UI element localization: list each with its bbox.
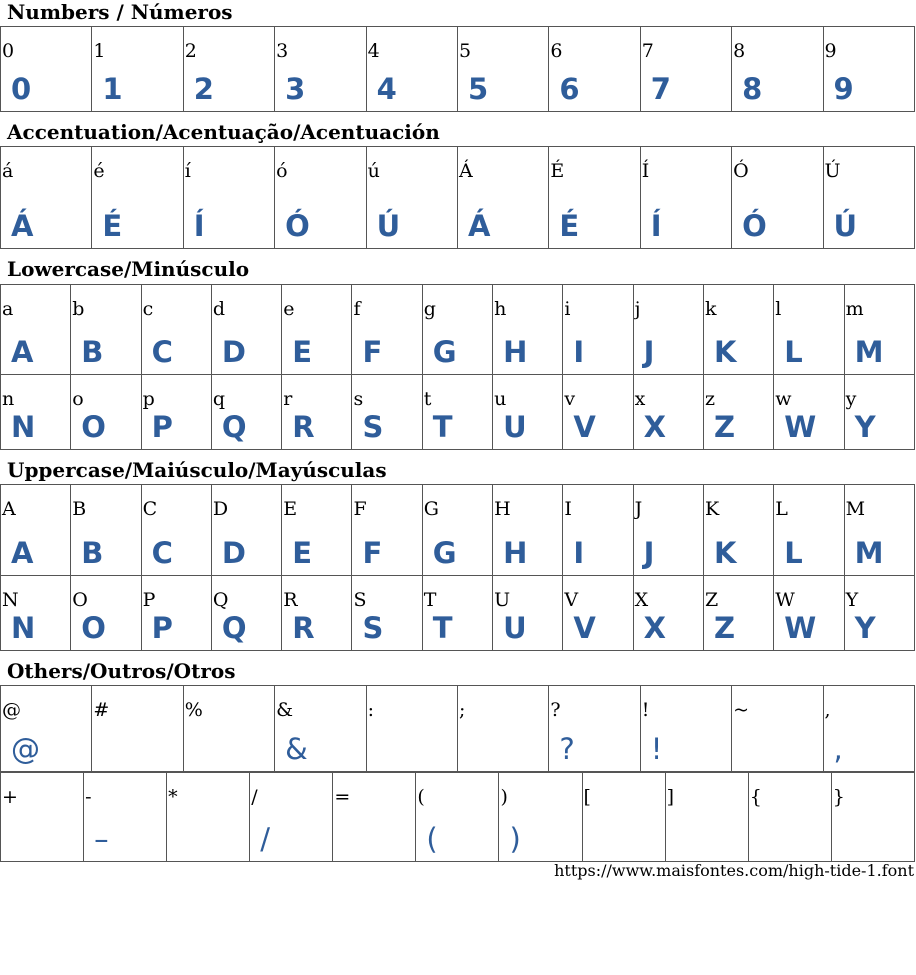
glyph-sample: M [854, 536, 884, 570]
char-label: w [775, 388, 792, 410]
other-cell [549, 686, 640, 772]
char-label: Q [212, 589, 229, 611]
char-label: ~ [733, 699, 750, 721]
glyph-sample: X [643, 611, 667, 645]
uppercase-cell [211, 485, 281, 576]
glyph-sample: A [11, 536, 34, 570]
char-label: a [2, 298, 14, 320]
number-cell [732, 27, 823, 112]
other-cell [333, 773, 416, 862]
char-label: N [2, 589, 19, 611]
accent-cell [457, 147, 548, 249]
char-label: + [2, 786, 18, 808]
lowercase-cell [563, 285, 633, 375]
uppercase-cell [563, 576, 633, 651]
section-title-others: Others/Outros/Otros [7, 659, 236, 683]
char-label: ó [276, 160, 288, 182]
lowercase-cell [71, 285, 141, 375]
glyph-sample: ? [559, 732, 575, 766]
char-label: s [353, 388, 364, 410]
uppercase-cell [844, 485, 914, 576]
glyph-sample: S [362, 611, 384, 645]
char-label: É [550, 160, 565, 182]
accents-grid [0, 146, 915, 249]
lowercase-cell [1, 285, 71, 375]
other-cell [831, 773, 914, 862]
glyph-sample: 6 [559, 72, 580, 106]
glyph-sample: Z [713, 410, 735, 444]
number-cell [823, 27, 914, 112]
accent-cell [640, 147, 731, 249]
glyph-sample: 9 [833, 72, 854, 106]
other-cell [416, 773, 499, 862]
char-label: } [832, 786, 845, 808]
uppercase-cell [71, 576, 141, 651]
glyph-sample: N [11, 611, 36, 645]
glyph-sample: W [784, 611, 817, 645]
others-grid-2 [0, 772, 915, 862]
uppercase-cell [563, 485, 633, 576]
section-title-numbers: Numbers / Números [7, 0, 233, 24]
glyph-sample: Í [193, 209, 205, 243]
glyph-sample: A [11, 335, 34, 369]
number-cell [1, 27, 92, 112]
other-cell [640, 686, 731, 772]
lowercase-cell [633, 375, 703, 450]
char-label: 2 [184, 40, 197, 62]
other-cell [84, 773, 167, 862]
glyph-sample: O [81, 410, 106, 444]
char-label: ú [367, 160, 380, 182]
char-label: i [564, 298, 571, 320]
accent-cell [183, 147, 274, 249]
char-label: j [634, 298, 641, 320]
others-grid-1 [0, 685, 915, 772]
lowercase-cell [71, 375, 141, 450]
uppercase-cell [282, 485, 352, 576]
char-label: F [353, 498, 367, 520]
glyph-sample: Q [221, 410, 247, 444]
lowercase-cell [141, 285, 211, 375]
accent-cell [366, 147, 457, 249]
glyph-sample: 7 [650, 72, 671, 106]
char-label: * [168, 786, 178, 808]
char-label: W [775, 589, 795, 611]
char-label: U [494, 589, 511, 611]
char-label: h [494, 298, 507, 320]
char-label: X [634, 589, 649, 611]
number-cell [275, 27, 366, 112]
char-label: b [72, 298, 85, 320]
lowercase-cell [774, 285, 844, 375]
char-label: d [212, 298, 226, 320]
accent-cell [275, 147, 366, 249]
char-label: u [494, 388, 507, 410]
glyph-sample: É [102, 209, 123, 243]
char-label: g [423, 298, 436, 320]
glyph-sample: Ó [285, 209, 310, 243]
uppercase-cell [493, 576, 563, 651]
glyph-sample: P [151, 611, 173, 645]
glyph-sample: W [784, 410, 817, 444]
uppercase-cell [1, 485, 71, 576]
char-label: x [634, 388, 646, 410]
char-label: / [251, 786, 258, 808]
other-cell [748, 773, 831, 862]
uppercase-cell [703, 576, 773, 651]
char-label: ] [666, 786, 675, 808]
char-label: Ú [824, 160, 841, 182]
char-label: v [564, 388, 576, 410]
char-label: í [184, 160, 191, 182]
glyph-sample: L [784, 536, 803, 570]
other-cell [250, 773, 333, 862]
char-label: q [212, 388, 226, 410]
glyph-sample: Z [713, 611, 735, 645]
uppercase-cell [141, 485, 211, 576]
char-label: 6 [550, 40, 563, 62]
accent-cell [823, 147, 914, 249]
char-label: A [2, 498, 16, 520]
uppercase-cell [352, 485, 422, 576]
number-cell [549, 27, 640, 112]
uppercase-cell [633, 485, 703, 576]
accent-cell [549, 147, 640, 249]
source-url[interactable]: https://www.maisfontes.com/high-tide-1.font [554, 861, 914, 880]
char-label: m [845, 298, 864, 320]
uppercase-cell [774, 485, 844, 576]
char-label: O [72, 589, 88, 611]
glyph-sample: N [11, 410, 36, 444]
char-label: & [276, 699, 294, 721]
number-cell [92, 27, 183, 112]
lowercase-cell [703, 285, 773, 375]
lowercase-cell [352, 375, 422, 450]
char-label: 5 [458, 40, 472, 62]
glyph-sample: 0 [11, 72, 32, 106]
lowercase-cell [844, 375, 914, 450]
char-label: L [775, 498, 788, 520]
char-label: Y [845, 589, 859, 611]
char-label: 4 [367, 40, 380, 62]
char-label: - [85, 786, 92, 808]
glyph-sample: ( [426, 822, 438, 856]
char-label: c [142, 298, 154, 320]
char-label: 0 [2, 40, 15, 62]
uppercase-cell [211, 576, 281, 651]
glyph-sample: Ú [833, 209, 858, 243]
accent-cell [732, 147, 823, 249]
char-label: S [353, 589, 367, 611]
char-label: 3 [276, 40, 289, 62]
char-label: p [142, 388, 155, 410]
other-cell [823, 686, 914, 772]
uppercase-cell [1, 576, 71, 651]
other-cell [167, 773, 250, 862]
glyph-sample: É [559, 209, 580, 243]
glyph-sample: T [432, 611, 453, 645]
uppercase-cell [282, 576, 352, 651]
char-label: V [564, 589, 579, 611]
lowercase-cell [493, 375, 563, 450]
glyph-sample: Q [221, 611, 247, 645]
glyph-sample: U [503, 410, 527, 444]
glyph-sample: C [151, 536, 173, 570]
number-cell [183, 27, 274, 112]
lowercase-cell [422, 375, 492, 450]
other-cell [499, 773, 582, 862]
glyph-sample: R [292, 611, 315, 645]
lowercase-cell [352, 285, 422, 375]
glyph-sample: ) [509, 822, 521, 856]
lowercase-cell [493, 285, 563, 375]
number-cell [366, 27, 457, 112]
char-label: ) [500, 786, 508, 808]
char-label: M [845, 498, 866, 520]
glyph-sample: Á [11, 209, 34, 243]
glyph-sample: V [573, 410, 596, 444]
numbers-grid [0, 26, 915, 112]
lowercase-cell [282, 285, 352, 375]
char-label: I [564, 498, 572, 520]
glyph-sample: Y [854, 611, 876, 645]
uppercase-cell [774, 576, 844, 651]
glyph-sample: L [784, 335, 803, 369]
glyph-sample: H [503, 536, 528, 570]
char-label: é [93, 160, 105, 182]
lowercase-cell [844, 285, 914, 375]
glyph-sample: D [221, 335, 246, 369]
glyph-sample: K [713, 536, 737, 570]
glyph-sample: 3 [285, 72, 306, 106]
char-label: T [423, 589, 437, 611]
glyph-sample: H [503, 335, 528, 369]
other-cell [665, 773, 748, 862]
glyph-sample: Ú [376, 209, 401, 243]
char-label: á [2, 160, 14, 182]
uppercase-cell [141, 576, 211, 651]
glyph-sample: B [81, 335, 104, 369]
other-cell [366, 686, 457, 772]
lowercase-cell [633, 285, 703, 375]
char-label: { [749, 786, 762, 808]
char-label: ! [641, 699, 650, 721]
char-label: % [184, 699, 203, 721]
char-label: 7 [641, 40, 654, 62]
char-label: f [353, 298, 361, 320]
char-label: o [72, 388, 84, 410]
other-cell [582, 773, 665, 862]
glyph-sample: 1 [102, 72, 123, 106]
glyph-sample: , [833, 732, 843, 766]
char-label: ? [550, 699, 561, 721]
glyph-sample: M [854, 335, 884, 369]
glyph-sample: & [285, 732, 308, 766]
char-label: = [334, 786, 351, 808]
char-label: z [704, 388, 715, 410]
section-title-accents: Accentuation/Acentuação/Acentuación [7, 120, 440, 144]
lowercase-cell [211, 285, 281, 375]
glyph-sample: @ [11, 732, 40, 766]
glyph-sample: 5 [467, 72, 489, 106]
char-label: Ó [733, 160, 749, 182]
other-cell [457, 686, 548, 772]
char-label: B [72, 498, 87, 520]
char-label: r [283, 388, 293, 410]
glyph-sample: B [81, 536, 104, 570]
glyph-sample: C [151, 335, 173, 369]
lowercase-cell [774, 375, 844, 450]
char-label: 1 [93, 40, 106, 62]
glyph-sample: J [643, 335, 655, 369]
glyph-sample: V [573, 611, 596, 645]
other-cell [732, 686, 823, 772]
lowercase-cell [703, 375, 773, 450]
char-label: D [212, 498, 229, 520]
glyph-sample: 8 [742, 72, 763, 106]
glyph-sample: – [94, 822, 109, 856]
char-label: t [423, 388, 432, 410]
glyph-sample: I [573, 335, 585, 369]
glyph-sample: D [221, 536, 246, 570]
glyph-sample: G [432, 335, 457, 369]
lowercase-grid [0, 284, 915, 450]
glyph-sample: F [362, 335, 383, 369]
char-label: n [2, 388, 15, 410]
char-label: E [283, 498, 298, 520]
glyph-sample: P [151, 410, 173, 444]
uppercase-cell [844, 576, 914, 651]
char-label: H [494, 498, 511, 520]
other-cell [92, 686, 183, 772]
glyph-sample: K [713, 335, 737, 369]
char-label: , [824, 699, 831, 721]
glyph-sample: E [292, 335, 312, 369]
char-label: k [704, 298, 717, 320]
char-label: P [142, 589, 156, 611]
char-label: G [423, 498, 439, 520]
glyph-sample: / [260, 822, 271, 856]
char-label: Í [641, 160, 650, 182]
glyph-sample: X [643, 410, 667, 444]
glyph-sample: J [643, 536, 655, 570]
other-cell [1, 773, 84, 862]
section-title-uppercase: Uppercase/Maiúsculo/Mayúsculas [7, 458, 387, 482]
glyph-sample: Á [467, 209, 491, 243]
other-cell [275, 686, 366, 772]
number-cell [640, 27, 731, 112]
glyph-sample: E [292, 536, 312, 570]
glyph-sample: Ó [742, 209, 767, 243]
char-label: Á [458, 160, 473, 182]
lowercase-cell [141, 375, 211, 450]
uppercase-cell [422, 485, 492, 576]
accent-cell [92, 147, 183, 249]
lowercase-cell [282, 375, 352, 450]
section-title-lowercase: Lowercase/Minúsculo [7, 257, 250, 281]
glyph-sample: O [81, 611, 106, 645]
glyph-sample: T [432, 410, 453, 444]
uppercase-cell [493, 485, 563, 576]
char-label: 8 [733, 40, 746, 62]
uppercase-cell [422, 576, 492, 651]
uppercase-cell [352, 576, 422, 651]
glyph-sample: R [292, 410, 315, 444]
char-label: [ [583, 786, 591, 808]
char-label: l [775, 298, 782, 320]
char-label: C [142, 498, 158, 520]
char-label: Z [704, 589, 719, 611]
char-label: K [704, 498, 720, 520]
char-label: ; [458, 699, 466, 721]
char-label: e [283, 298, 295, 320]
other-cell [1, 686, 92, 772]
char-label: J [634, 498, 643, 520]
glyph-sample: ! [650, 732, 663, 766]
char-label: y [845, 388, 857, 410]
glyph-sample: F [362, 536, 383, 570]
glyph-sample: 2 [193, 72, 214, 106]
accent-cell [1, 147, 92, 249]
uppercase-cell [633, 576, 703, 651]
glyph-sample: I [573, 536, 585, 570]
lowercase-cell [563, 375, 633, 450]
char-label: ( [417, 786, 425, 808]
glyph-sample: Y [854, 410, 876, 444]
char-label: R [283, 589, 298, 611]
lowercase-cell [211, 375, 281, 450]
char-label: # [93, 699, 110, 721]
other-cell [183, 686, 274, 772]
glyph-sample: 4 [376, 72, 397, 106]
number-cell [457, 27, 548, 112]
uppercase-cell [71, 485, 141, 576]
lowercase-cell [422, 285, 492, 375]
char-label: : [367, 699, 374, 721]
glyph-sample: S [362, 410, 384, 444]
glyph-sample: U [503, 611, 527, 645]
char-label: 9 [824, 40, 837, 62]
uppercase-cell [703, 485, 773, 576]
uppercase-grid [0, 484, 915, 651]
glyph-sample: Í [650, 209, 662, 243]
char-label: @ [2, 699, 21, 721]
glyph-sample: G [432, 536, 457, 570]
lowercase-cell [1, 375, 71, 450]
